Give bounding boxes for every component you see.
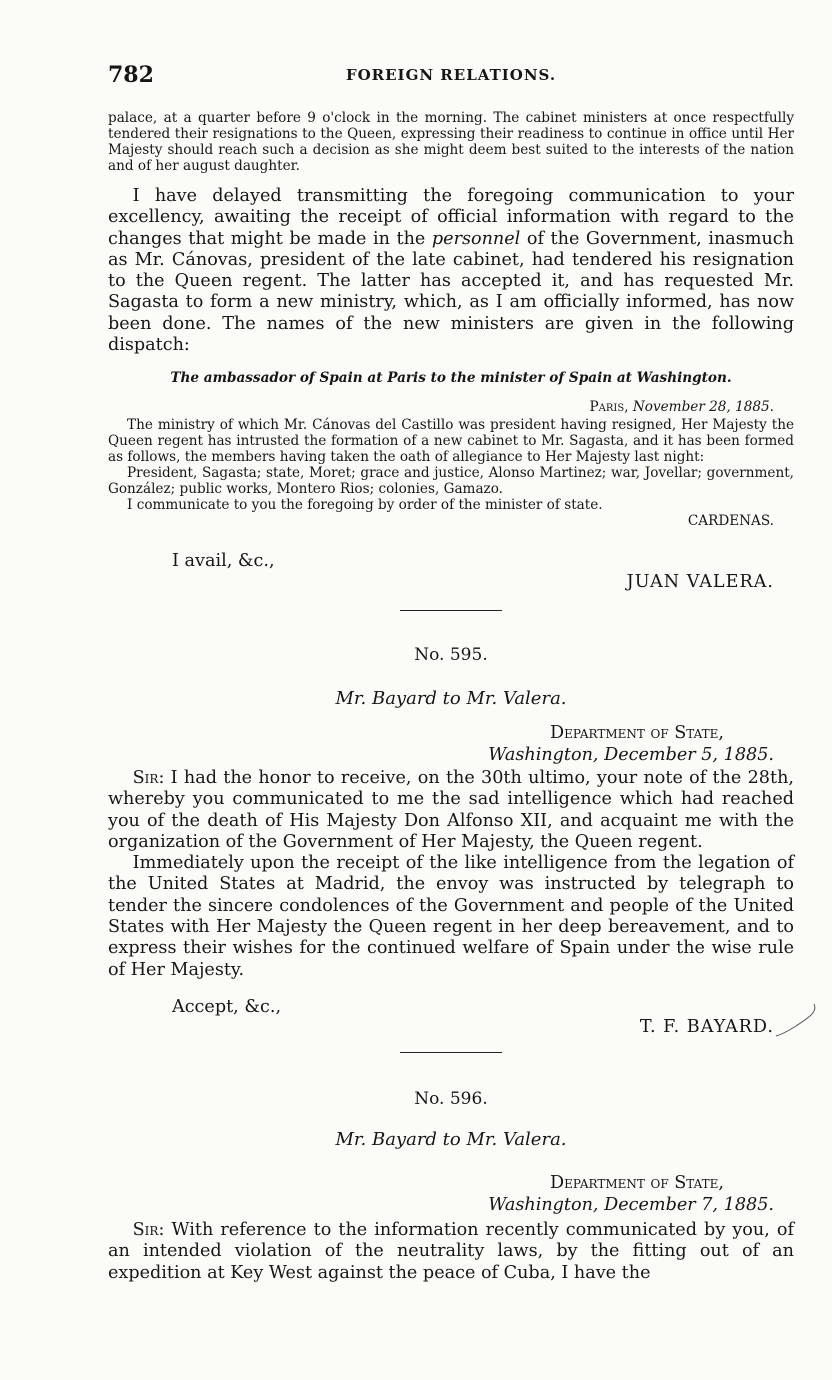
- letter-595-paragraph-2: Immediately upon the receipt of the like intelligence from the legation of the United States at Madrid, the envoy was instructed by telegraph to tender the sincere condolences of the Government and people of the United States with Her Majesty the Queen regent in her deep bereavement, and to express their wishes for the continued welfare of Spain under the wise rule of Her Majesty.: [108, 853, 794, 980]
- page-number: 782: [108, 62, 154, 88]
- letter-title-595: Mr. Bayard to Mr. Valera.: [335, 688, 567, 709]
- dispatch-dateline: Paris, November 28, 1885.: [589, 399, 774, 415]
- dispatch-body: [108, 417, 794, 529]
- signature-bayard: T. F. BAYARD.: [639, 1017, 774, 1037]
- dispatch-heading: The ambassador of Spain at Paris to the minister of Spain at Washington.: [170, 370, 732, 386]
- section-divider: [400, 610, 502, 611]
- dateline-596: Department of State, Washington, December 7, 1885.: [488, 1173, 774, 1215]
- dispatch-signature: CARDENAS.: [687, 513, 774, 529]
- letter-title-596: Mr. Bayard to Mr. Valera.: [335, 1129, 567, 1150]
- opening-small-paragraph: palace, at a quarter before 9 o'clock in the morning. The cabinet ministers at once respectfully tendered their resignations to the Queen, expressing their readiness to continue in office until Her Majesty should reach such a decision as she might deem best suited to the interests of the nation and of her august daughter.: [108, 110, 794, 174]
- letter-595-paragraph-1: Sir: I had the honor to receive, on the 30th ultimo, your note of the 28th, whereby you communicated to me the sad intelligence which had reached you of the death of His Majesty Don Alfonso XII, and acquaint me with the organization of the Government of Her Majesty, the Queen regent.: [108, 768, 794, 852]
- letter-body-595: [108, 768, 794, 981]
- section-divider: [400, 1052, 502, 1053]
- dispatch-paragraph-1: The ministry of which Mr. Cánovas del Castillo was president having resigned, Her Majesty the Queen regent has intrusted the formation of a new cabinet to Mr. Sagasta, and it has been formed as follows, the members having taken the oath of allegiance to Her Majesty last night:: [108, 417, 794, 465]
- italic-term: personnel: [431, 228, 521, 249]
- document-number-595: No. 595.: [414, 645, 488, 665]
- running-head: FOREIGN RELATIONS.: [345, 66, 557, 84]
- pen-stroke-mark: [772, 1000, 820, 1040]
- document-number-596: No. 596.: [414, 1089, 488, 1109]
- page-header: [108, 62, 794, 92]
- closing-accept: Accept, &c.,: [172, 997, 282, 1017]
- signature-valera: JUAN VALERA.: [626, 572, 774, 592]
- letter-596-paragraph-1: Sir: With reference to the information recently communicated by you, of an intended violation of the neutrality laws, by the fitting out of an expedition at Key West against the peace of Cuba, I have the: [108, 1220, 794, 1283]
- dateline-595: Department of State, Washington, December 5, 1885.: [488, 723, 774, 765]
- dispatch-paragraph-3: I communicate to you the foregoing by order of the minister of state.: [127, 497, 603, 513]
- letter-body-596: [108, 1220, 794, 1284]
- closing-avail: I avail, &c.,: [172, 551, 275, 571]
- opening-paragraph: I have delayed transmitting the foregoing communication to your excellency, awaiting the receipt of official information with regard to the changes that might be made in the personnel of the Government, inasmuch as Mr. Cánovas, president of the late cabinet, had tendered his resignation to the Queen regent. The latter has accepted it, and has requested Mr. Sagasta to form a new ministry, which, as I am officially informed, has now been done. The names of the new ministers are given in the following dispatch:: [108, 186, 794, 356]
- dispatch-paragraph-2: President, Sagasta; state, Moret; grace and justice, Alonso Martinez; war, Jovellar; government, González; public works, Montero Rios; colonies, Gamazo.: [108, 465, 794, 497]
